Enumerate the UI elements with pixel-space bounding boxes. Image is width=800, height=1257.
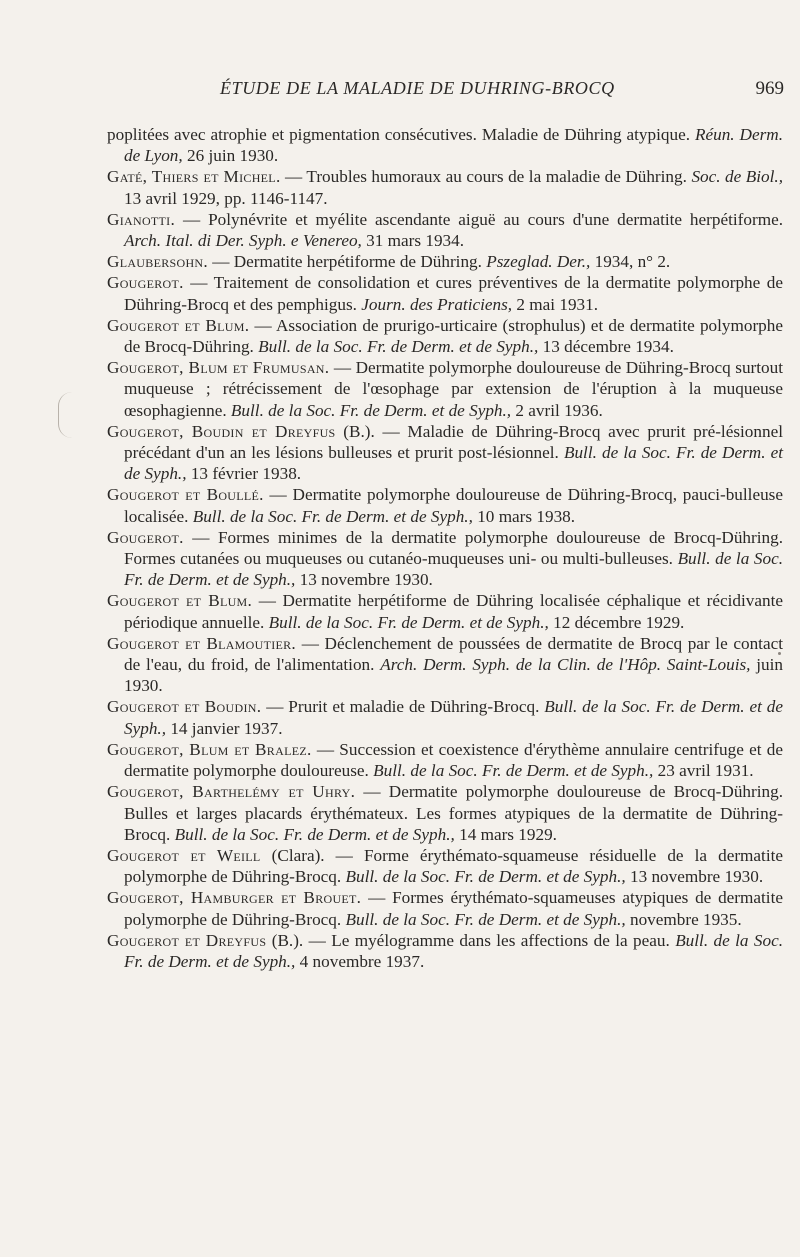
entry-authors: Gougerot et Boudin.: [107, 697, 262, 717]
entry-title: — Prurit et maladie de Dühring-Brocq.: [261, 697, 540, 717]
entry-title: — Déclenchement de poussées de dermatite de Brocq par le contact de l'eau, du froid, de l'alimentation.: [124, 633, 783, 675]
entry-source: Bull. de la Soc. Fr. de Derm. et de Syph.,: [258, 337, 539, 357]
entry-title: (B.). — Maladie de Dühring-Brocq avec prurit pré-lésionnel précédant d'un an les lésions bulleuses et prurit post-lésionnel.: [124, 421, 783, 463]
bibliography-entry: [107, 272, 783, 314]
bibliography-entry: [107, 527, 783, 591]
entry-authors: Gougerot et Blum.: [107, 315, 250, 335]
entry-authors: Gougerot et Weill: [107, 845, 261, 865]
entry-authors: Gaté, Thiers et Michel.: [107, 167, 281, 187]
entry-date: novembre 1935.: [629, 909, 742, 929]
entry-source: Journ. des Praticiens,: [361, 294, 513, 314]
entry-title: — Association de prurigo-urticaire (strophulus) et de dermatite polymorphe de Brocq-Dühring.: [124, 315, 783, 357]
page-header: [120, 78, 784, 108]
entry-title: — Dermatite polymorphe douloureuse de Brocq-Dühring. Bulles et larges placards érythémateux. Les formes atypiques de la dermatite de Dühring-Brocq.: [124, 782, 783, 844]
entry-source: Soc. de Biol.,: [691, 167, 784, 187]
entry-date: 14 janvier 1937.: [170, 718, 283, 738]
entry-title: — Dermatite polymorphe douloureuse de Dühring-Brocq surtout muqueuse ; rétrécissement de l'œsophage par extension de l'éruption à la muqueuse œsophagienne.: [124, 358, 783, 420]
entry-date: 13 décembre 1934.: [542, 337, 674, 357]
bibliography-entry: [107, 590, 783, 632]
entry-date: 23 avril 1931.: [657, 761, 754, 781]
entry-authors: Gougerot, Boudin et Dreyfus: [107, 421, 336, 441]
entry-title: — Dermatite herpétiforme de Dühring.: [207, 252, 482, 272]
bibliography-entry: [107, 124, 783, 166]
entry-authors: Gougerot, Barthelémy et Uhry.: [107, 782, 356, 802]
entry-title: (Clara). — Forme érythémato-squameuse résiduelle de la dermatite polymorphe de Dühring-Brocq.: [124, 845, 783, 887]
entry-date: 10 mars 1938.: [477, 506, 576, 526]
entry-title: — Traitement de consolidation et cures préventives de la dermatite polymorphe de Dühring-Brocq et des pemphigus.: [124, 273, 783, 314]
entry-title: — Formes érythémato-squameuses atypiques de dermatite polymorphe de Dühring-Brocq.: [124, 888, 783, 929]
entry-title: poplitées avec atrophie et pigmentation consécutives. Maladie de Dühring atypique.: [107, 125, 691, 144]
entry-source: Arch. Ital. di Der. Syph. e Venereo,: [124, 231, 362, 251]
entry-date: 13 février 1938.: [190, 464, 302, 484]
entry-date: juin 1930.: [124, 655, 783, 696]
entry-source: Bull. de la Soc. Fr. de Derm. et de Syph.,: [268, 612, 549, 632]
bibliography-entry: [107, 781, 783, 845]
bibliography-entry: [107, 633, 783, 697]
page-number: 969: [755, 78, 784, 99]
bibliography-entry: [107, 484, 783, 526]
entry-source: Bull. de la Soc. Fr. de Derm. et de Syph.,: [124, 443, 783, 484]
bibliography-entry: [107, 739, 783, 781]
entry-title: — Formes minimes de la dermatite polymorphe douloureuse de Brocq-Dühring. Formes cutanées ou muqueuses ou cutanéo-muqueuses uni- ou multi-bulleuses.: [124, 527, 783, 569]
entry-date: 14 mars 1929.: [459, 824, 557, 844]
bibliography-entry: [107, 930, 783, 972]
entry-source: Bull. de la Soc. Fr. de Derm. et de Syph.,: [373, 761, 654, 781]
entry-source: Bull. de la Soc. Fr. de Derm. et de Syph.,: [124, 697, 783, 738]
entry-source: Bull. de la Soc. Fr. de Derm. et de Syph.,: [345, 867, 626, 887]
entry-title: — Succession et coexistence d'érythème annulaire centrifuge et de dermatite polymorphe douloureuse.: [124, 739, 783, 781]
entry-source: Pszeglad. Der.,: [486, 252, 591, 272]
entry-authors: Gougerot, Blum et Frumusan.: [107, 358, 330, 378]
bibliography-entry: [107, 845, 783, 887]
margin-mark: [58, 392, 73, 438]
entry-authors: Gougerot.: [107, 273, 184, 293]
entry-authors: Gianotti.: [107, 209, 176, 229]
entry-title: (B.). — Le myélogramme dans les affections de la peau.: [266, 930, 670, 950]
bibliography-entry: [107, 209, 783, 251]
entry-source: Bull. de la Soc. Fr. de Derm. et de Syph.,: [174, 824, 455, 844]
entry-title: — Troubles humoraux au cours de la maladie de Dühring.: [280, 167, 687, 187]
entry-title: — Dermatite polymorphe douloureuse de Dühring-Brocq, pauci-bulleuse localisée.: [124, 485, 783, 526]
entry-date: 12 décembre 1929.: [553, 612, 685, 632]
entry-authors: Glaubersohn.: [107, 252, 208, 272]
entry-title: — Polynévrite et myélite ascendante aiguë au cours d'une dermatite herpétiforme.: [175, 209, 783, 229]
entry-source: Bull. de la Soc. Fr. de Derm. et de Syph.,: [192, 506, 473, 526]
entry-source: Bull. de la Soc. Fr. de Derm. et de Syph.,: [124, 930, 784, 971]
entry-source: Réun. Derm. de Lyon,: [124, 125, 783, 166]
entry-authors: Gougerot, Hamburger et Brouet.: [107, 888, 362, 908]
bibliography-entry: [107, 421, 783, 485]
entry-source: Bull. de la Soc. Fr. de Derm. et de Syph.,: [230, 400, 512, 420]
entry-date: 4 novembre 1937.: [299, 951, 425, 971]
entry-date: 2 mai 1931.: [516, 294, 599, 314]
entry-authors: Gougerot et Dreyfus: [107, 930, 267, 950]
bibliography-entry: [107, 251, 783, 272]
entry-authors: Gougerot et Blamoutier.: [107, 633, 297, 653]
bibliography-entry: [107, 887, 783, 929]
bibliography-list: [107, 124, 783, 972]
entry-date: 31 mars 1934.: [366, 231, 465, 251]
bibliography-entry: [107, 166, 783, 208]
entry-source: Bull. de la Soc. Fr. de Derm. et de Syph.,: [124, 549, 783, 590]
entry-source: Arch. Derm. Syph. de la Clin. de l'Hôp. Saint-Louis,: [380, 655, 751, 675]
entry-date: 13 novembre 1930.: [629, 867, 764, 887]
entry-date: 13 novembre 1930.: [299, 570, 433, 590]
entry-authors: Gougerot et Blum.: [107, 591, 253, 611]
bibliography-entry: [107, 357, 783, 421]
entry-authors: Gougerot, Blum et Bralez.: [107, 739, 312, 759]
entry-authors: Gougerot et Boullé.: [107, 485, 264, 505]
entry-title: — Dermatite herpétiforme de Dühring localisée céphalique et récidivante périodique annuelle.: [124, 591, 783, 632]
running-head: ÉTUDE DE LA MALADIE DE DUHRING-BROCQ: [220, 78, 615, 98]
entry-source: Bull. de la Soc. Fr. de Derm. et de Syph.,: [345, 909, 626, 929]
entry-date: 2 avril 1936.: [515, 400, 603, 420]
bibliography-entry: [107, 315, 783, 357]
bibliography-entry: [107, 696, 783, 738]
entry-authors: Gougerot.: [107, 527, 184, 547]
entry-date: 1934, n° 2.: [594, 252, 671, 272]
entry-date: 26 juin 1930.: [186, 146, 279, 166]
entry-date: 13 avril 1929, pp. 1146-1147.: [124, 188, 328, 208]
